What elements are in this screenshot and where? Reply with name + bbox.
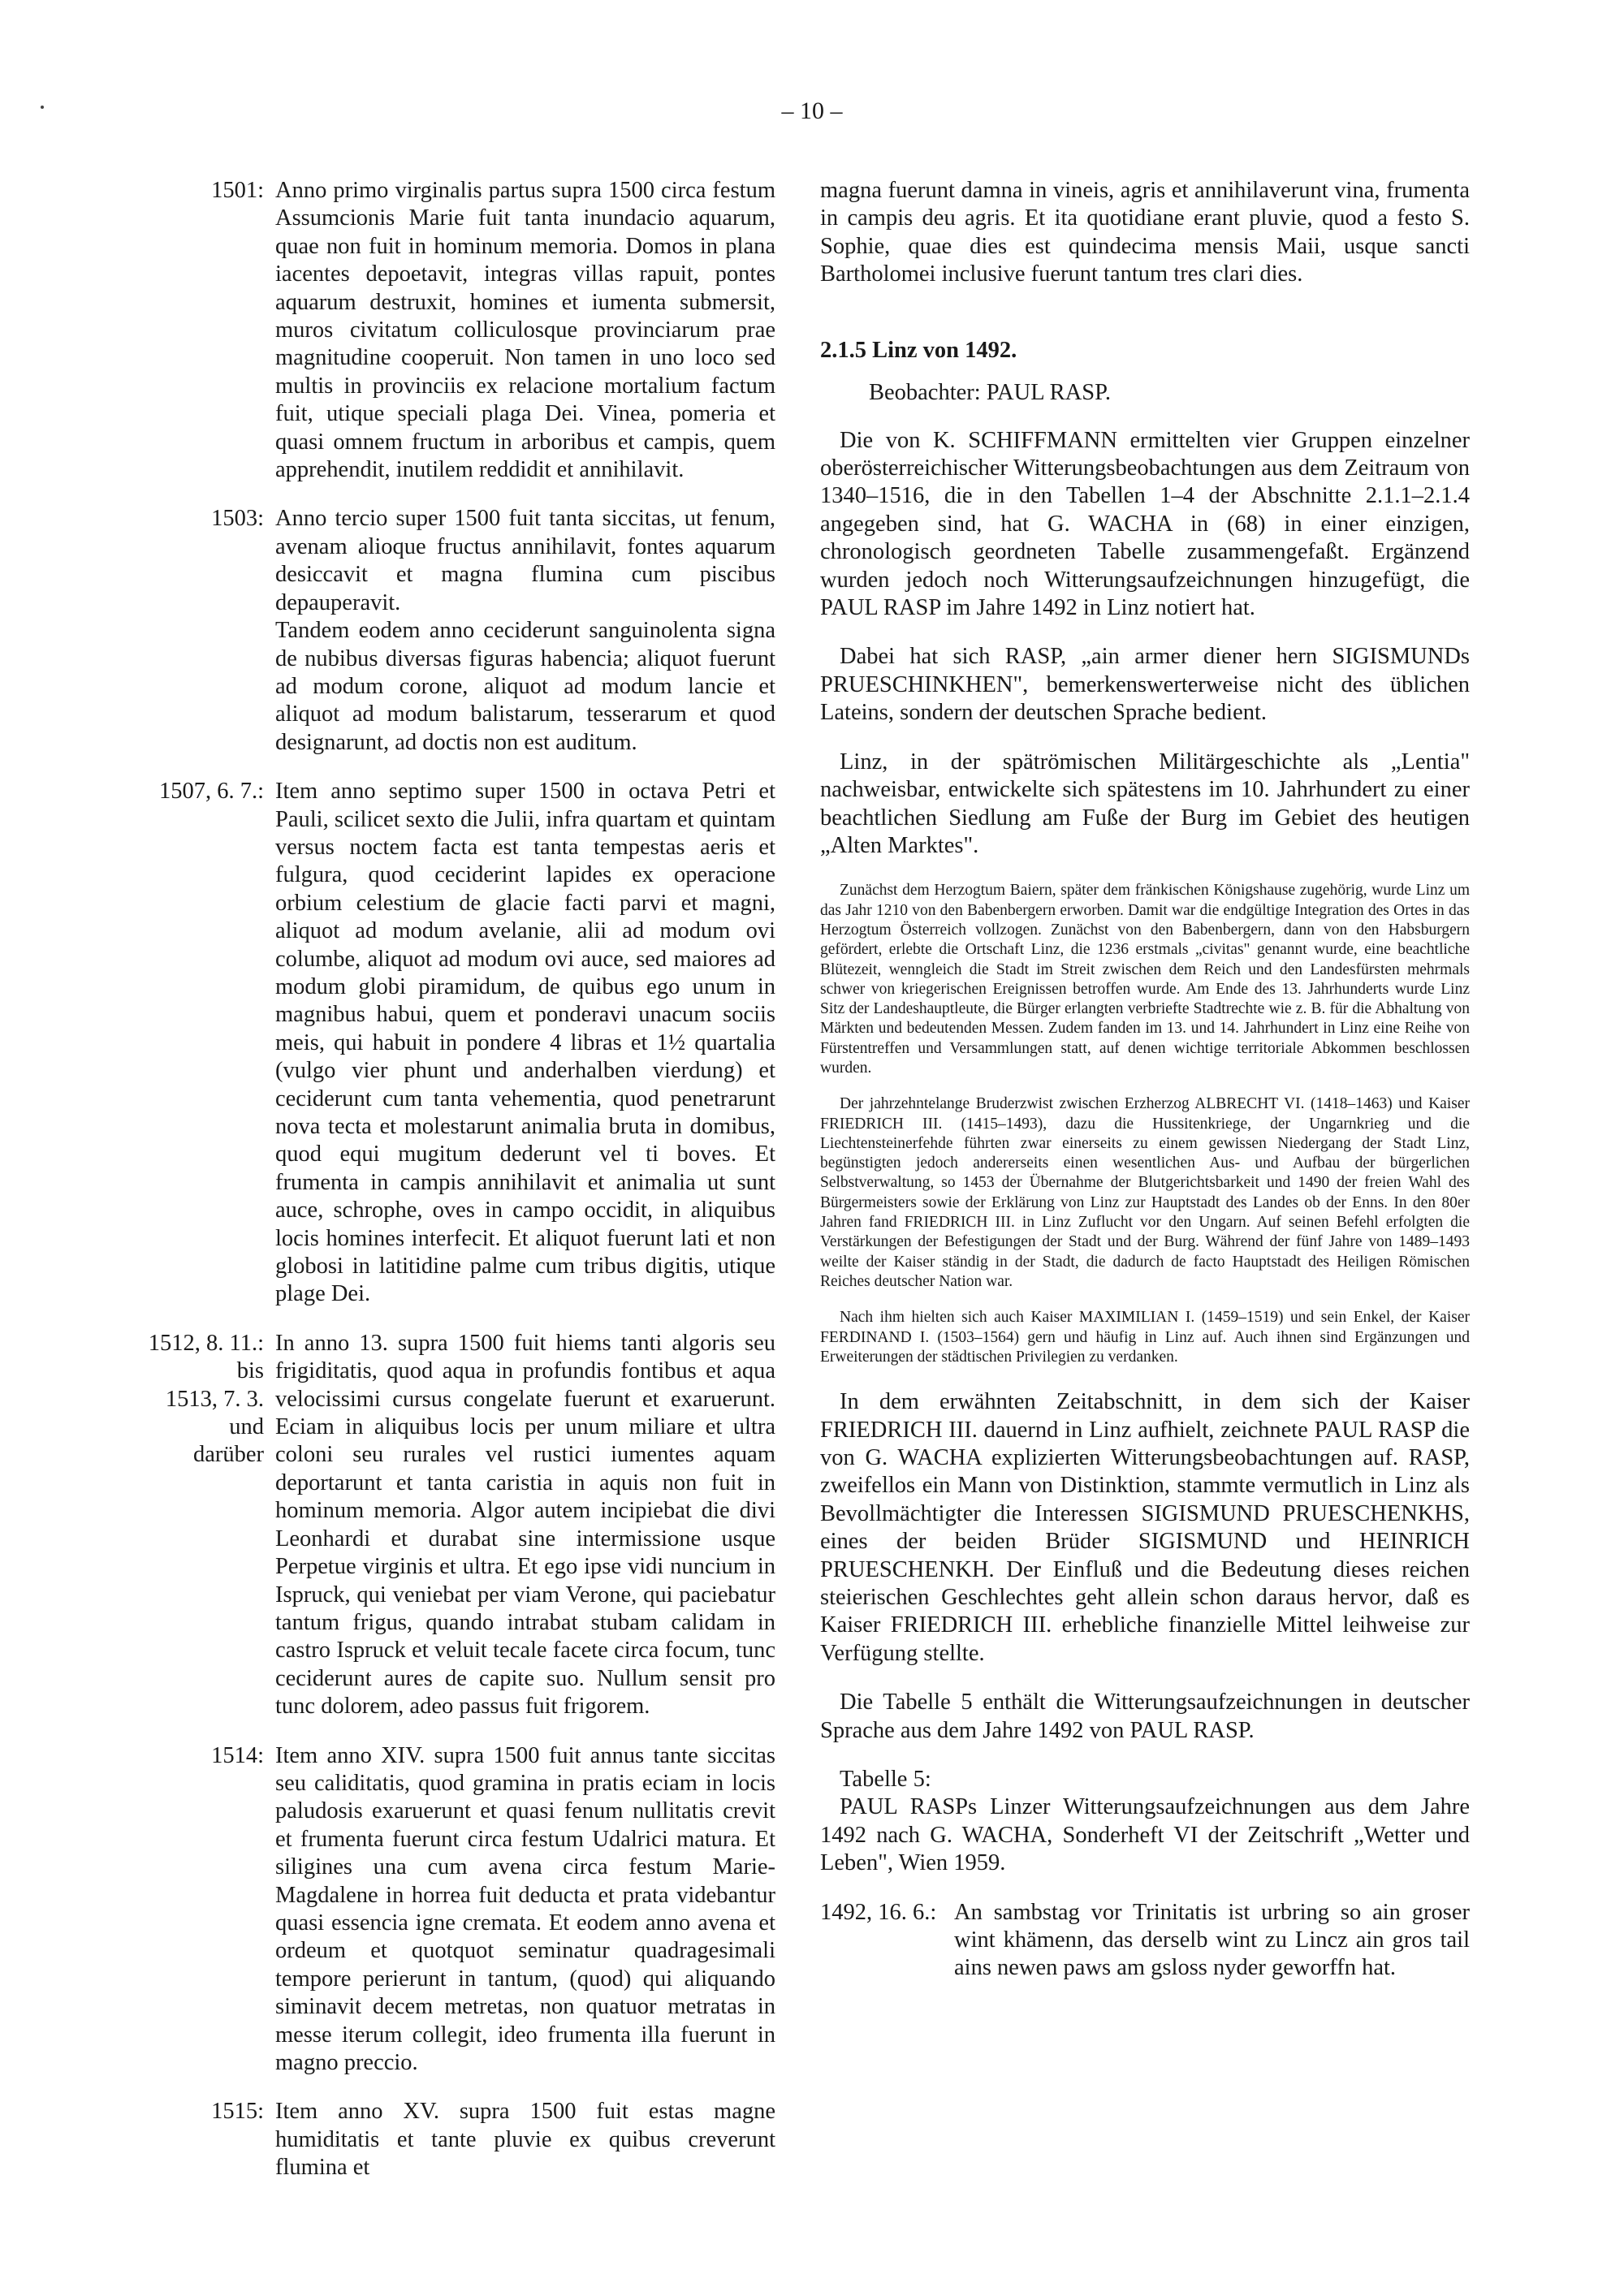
left-column — [130, 177, 775, 2203]
right-column — [820, 177, 1470, 1983]
paragraph: Linz, in der spätrömischen Militärgeschichte als „Lentia" nachweisbar, entwickelte sich spätestens im 10. Jahrhundert zu einer beachtlichen Siedlung am Fuße der Burg im Gebiet des heutigen „Alten Marktes". — [820, 749, 1470, 858]
chronicle-entry — [130, 1742, 775, 2078]
chronicle-entry — [130, 2098, 775, 2182]
entry-date: 1501: — [211, 178, 264, 203]
page-number: – 10 – — [781, 97, 843, 124]
paragraph: Die von K. SCHIFFMANN ermittelten vier Gruppen einzelner oberösterreichischer Witterungsbeobachtungen aus dem Zeitraum von 1340–1516, die in den Tabellen 1–4 der Abschnitte 2.1.1–2.1.4 angegeben sind, hat G. WACHA in (68) in einer einzigen, chronologisch geordneten Tabelle zusammengefaßt. Ergänzend wurden jedoch noch Witterungsaufzeichnungen hinzugefügt, die PAUL RASP im Jahre 1492 in Linz notiert hat. — [820, 427, 1470, 621]
small-paragraph: Nach ihm hielten sich auch Kaiser MAXIMILIAN I. (1459–1519) und sein Enkel, der Kaiser FERDINAND I. (1503–1564) gern und häufig in Linz auf. Auch ihnen sind Ergänzungen und Erweiterungen der städtischen Privilegien zu verdanken. — [820, 1309, 1470, 1366]
entry-date: 1503: — [211, 506, 264, 532]
continued-entry-text: magna fuerunt damna in vineis, agris et annihilaverunt vina, frumenta in campis deu agris. Et ita quotidiane erant pluvie, quod a festo S. Sophie, quae dies est quindecima mensis Maii, usque sancti Bartholomei inclusive fuerunt tantum tres clari dies. — [820, 178, 1470, 287]
entry-text: Item anno XIV. supra 1500 fuit annus tante siccitas seu caliditatis, quod gramina in pratis eciam in locis paludosis exaruerunt et quasi fenum nullitatis crevit et frumenta fuerunt circa festum Udalrici matura. Et siligines una cum avena circa festum Marie-Magdalene in horrea fuit deducta et prata videbantur quasi essencia igne cremata. Et eodem anno avena et ordeum et quotquot seminatur quadragesimali tempore perierunt in tantum, (quod) qui aliquando siminavit decem metretas, non quatuor metratas in messe iterum collegit, ideo frumenta illa fuerunt in magno preccio. — [275, 1742, 775, 2075]
entry-text: In anno 13. supra 1500 fuit hiems tanti algoris seu frigiditatis, quod aqua in profundis fontibus et aqua velocissimi cursus congelate fuerunt et exaruerunt. Eciam in aliquibus locis per unum miliare et ultra coloni seu rurales vel rustici iumentes aquam deportarunt et tanta caristia in aquis non fuit in hominum memoria. Algor autem incipiebat die divi Leonhardi et durabat sine intermissione usque Perpetue virginis et ultra. Et ego ipse vidi nuncium in Ispruck, qui veniebat per viam Verone, qui paciebatur tantum frigus, quando intrabat stubam calidam in castro Ispruck et veluit tecale facete circa focum, tunc ceciderunt aures de capite suo. Nullum sensit pro tunc dolorem, adeo passus fuit frigorem. — [275, 1330, 775, 1720]
section-heading: 2.1.5 Linz von 1492. — [820, 337, 1017, 363]
table-caption: PAUL RASPs Linzer Witterungsaufzeichnungen aus dem Jahre 1492 nach G. WACHA, Sonderheft VI der Zeitschrift „Wetter und Leben", Wien 1959. — [820, 1794, 1470, 1876]
chronicle-entry — [130, 1330, 775, 1721]
paragraph: Die Tabelle 5 enthält die Witterungsaufzeichnungen in deutscher Sprache aus dem Jahre 1492 von PAUL RASP. — [820, 1690, 1470, 1743]
chronicle-entry — [130, 177, 775, 484]
table-label: Tabelle 5: — [840, 1767, 931, 1793]
chronicle-entry — [130, 778, 775, 1309]
small-paragraph: Zunächst dem Herzogtum Baiern, später dem fränkischen Königshause zugehörig, wurde Linz um das Jahr 1210 von den Babenbergern erworben. Damit war die endgültige Integration des Ortes in das Herzogtum Österreich vollzogen. Zunächst von den Babenbergern, dann von den Habsburgern gefördert, erlebte die Ortschaft Linz, die 1236 erstmals „civitas" genannt wurde, eine beachtliche Blütezeit, wenngleich die Stadt im Streit zwischen dem Reich und den Landesfürsten mehrmals schwer von kriegerischen Ereignissen betroffen wurde. Am Ende des 13. Jahrhunderts wurde Linz Sitz der Landeshauptleute, die Bürger erlangten verbriefte Stadtrechte wie z. B. für die Abhaltung von Märkten und bedeutenden Messen. Zudem fanden im 13. und 14. Jahrhundert in Linz eine Reihe von Fürstentreffen und Versammlungen statt, auf denen wichtige territoriale Abkommen beschlossen wurden. — [820, 882, 1470, 1077]
entry-date: 1507, 6. 7.: — [158, 779, 264, 805]
table-entry — [820, 1899, 1470, 1983]
small-paragraph: Der jahrzehntelange Bruderzwist zwischen Erzherzog ALBRECHT VI. (1418–1463) und Kaiser FRIEDRICH III. (1415–1493), dazu die Hussitenkriege, der Ungarnkrieg und die Liechtensteinerfehde führten zwar einerseits zu einem gewissen Niedergang der Stadt Linz, begünstigten jedoch andererseits einen wesentlichen Aus- und Aufbau der bürgerlichen Selbstverwaltung, so 1453 der Übernahme der Blutgerichtsbarkeit und 1490 der freien Wahl des Bürgermeisters sowie der Erklärung von Linz zur Hauptstadt des Landes ob der Enns. In den 80er Jahren fand FRIEDRICH III. in Linz Zuflucht vor den Ungarn. Auf seinen Befehl erfolgten die Verstärkungen der Befestigungen der Stadt und der Burg. Während der fünf Jahre von 1489–1493 weilte der Kaiser ständig in der Stadt, die dadurch de facto Hauptstadt des Heiligen Römischen Reiches deutscher Nation war. — [820, 1095, 1470, 1290]
chronicle-entry — [130, 505, 775, 757]
paragraph: Dabei hat sich RASP, „ain armer diener hern SIGISMUNDs PRUESCHINKHEN", bemerkenswerterweise nicht des üblichen Lateins, sondern der deutschen Sprache bedient. — [820, 644, 1470, 726]
entry-text: An sambstag vor Trinitatis ist urbring so ain groser wint khämenn, das derselb wint zu Lincz ain gros tail ains newen paws am gsloss nyder geworffn hat. — [954, 1899, 1470, 1981]
entry-text: Anno primo virginalis partus supra 1500 circa festum Assumcionis Marie fuit tanta inundacio aquarum, quae non fuit in hominum memoria. Domos in plana iacentes depoetavit, integras villas rapuit, pontes aquarum destruxit, homines et iumenta submersit, muros civitatum colliculosque provinciarum prae magnitudine cooperuit. Non tamen in uno loco sed multis in provinciis ex relacione mortalium factum fuit, utique speciali plaga Dei. Vinea, pomeria et quasi omnem fructum in arboribus et campis, quem apprehendit, inutilem reddidit et annihilavit. — [275, 178, 775, 483]
entry-date: 1515: — [211, 2099, 264, 2125]
observer-line: Beobachter: PAUL RASP. — [869, 379, 1111, 405]
entry-date: 1492, 16. 6.: — [820, 1899, 937, 1925]
small-print-block — [820, 881, 1470, 1367]
entry-text: Item anno septimo super 1500 in octava Petri et Pauli, scilicet sexto die Julii, infra quartam et quintam versus noctem facta est tanta tempestas aeris et fulgura, quod ceciderint lapides ex operacione orbium celestium de glacie facti parvi et magni, aliquot ad modum avelanie, alii ad modum ovi columbe, aliquot ad modum ovi auce, sed maiores ad modum globi piramidum, de quibus ego unum in magnibus habui, quem et ponderavi unacum sociis meis, qui habuit in pondere 4 libras et 1½ quartalia (vulgo vier phunt und anderhalben vierdung) et ceciderunt cum tanta vehementia, quod penetrarunt nova tecta et molestarunt animalia bruta in domibus, quod equi mugitum dederunt vel ti boves. Et frumenta in campis annihilavit et animalia ut sunt auce, schrophe, oves in campo occidit, in aliquibus locis homines interfecit. Et aliquot fuerunt lati et non globosi in latitidine palme cum tribus digitis, utique plage Dei. — [275, 779, 775, 1307]
entry-text: Item anno XV. supra 1500 fuit estas magne humiditatis et tante pluvie ex quibus creverunt flumina et — [275, 2099, 775, 2181]
entry-text: Anno tercio super 1500 fuit tanta siccitas, ut fenum, avenam alioque fructus annihilavit, fontes aquarum desiccavit et magna flumina cum piscibus depauperavit. Tandem eodem anno ceciderunt sanguinolenta signa de nubibus diversas figuras habencia; aliquot fuerunt ad modum corone, aliquot ad modum lancie et aliquot ad modum balistarum, tesserarum et quod designarunt, ad doctis non est auditum. — [275, 506, 775, 755]
entry-date: 1514: — [211, 1742, 264, 1768]
entry-date: 1512, 8. 11.: bis 1513, 7. 3. und darüber — [148, 1330, 264, 1468]
paragraph: In dem erwähnten Zeitabschnitt, in dem sich der Kaiser FRIEDRICH III. dauernd in Linz aufhielt, zeichnete PAUL RASP die von G. WACHA explizierten Witterungsbeobachtungen auf. RASP, zweifellos ein Mann von Distinktion, stammte vermutlich in Linz als Bevollmächtigter die Interessen SIGISMUND PRUESCHENKHS, eines der beiden Brüder SIGISMUND und HEINRICH PRUESCHENKH. Der Einfluß und die Bedeutung dieses reichen steierischen Geschlechtes geht allein schon daraus hervor, daß es Kaiser FRIEDRICH III. erhebliche finanzielle Mittel leihweise zur Verfügung stellte. — [820, 1389, 1470, 1666]
